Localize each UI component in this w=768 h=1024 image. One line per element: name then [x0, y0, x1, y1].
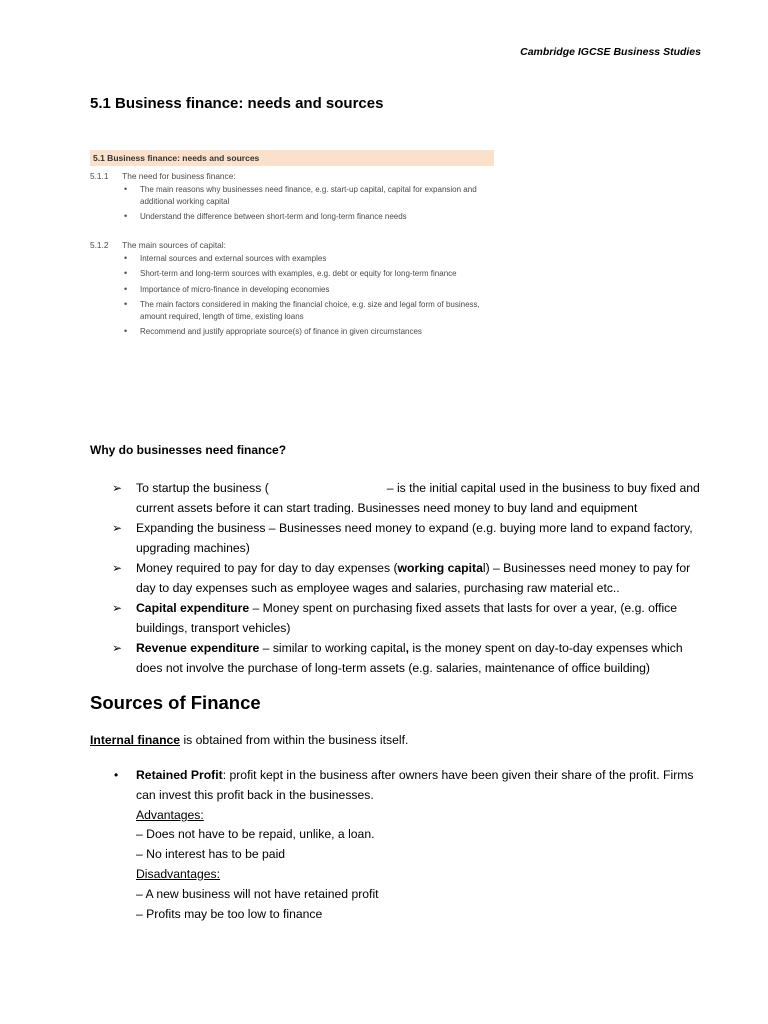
syllabus-item: • Internal sources and external sources with examples [90, 253, 494, 265]
retained-profit-label: Retained Profit [136, 768, 223, 782]
working-bold: working capita [397, 561, 483, 575]
subsection-title: The main sources of capital: [122, 239, 226, 250]
retained-profit-item [114, 766, 714, 924]
reason-capital-expenditure [112, 598, 712, 638]
advantage-item: – Does not have to be repaid, unlike, a loan. [136, 827, 375, 842]
capital-post: – Money spent on purchasing fixed assets that lasts for over a year, (e.g. office buildings, transport vehicles) [136, 601, 678, 635]
reason-startup [112, 478, 712, 518]
syllabus-list-2 [90, 253, 494, 338]
internal-finance-line [90, 733, 408, 747]
reason-working-capital [112, 558, 712, 598]
bullet-icon: • [114, 768, 119, 782]
subsection-number: 5.1.2 [90, 239, 109, 250]
disadvantage-item: – A new business will not have retained profit [136, 886, 379, 901]
section-title: 5.1 Business finance: needs and sources [90, 95, 384, 112]
sources-heading: Sources of Finance [90, 692, 261, 713]
capital-bold: Capital expenditure [136, 601, 250, 615]
revenue-post: is the money spent on day-to-day expenses which does not involve the purchase of long-term assets (e.g. salaries, maintenance of office building) [136, 641, 683, 675]
working-post: l) – Businesses need money to pay for day to day expenses such as employee wages and salaries, purchasing raw material etc.. [136, 561, 691, 595]
syllabus-item: • Recommend and justify appropriate source(s) of finance in given circumstances [90, 326, 494, 338]
advantages-label: Advantages: [136, 807, 204, 822]
internal-finance-label: Internal finance [90, 733, 181, 747]
advantage-item: – No interest has to be paid [136, 847, 286, 862]
syllabus-subsection-1 [90, 171, 494, 181]
syllabus-item: • The main reasons why businesses need finance, e.g. start-up capital, capital for expansion and additional working capital [90, 184, 494, 207]
why-finance-title: Why do businesses need finance? [90, 443, 287, 457]
document-header: Cambridge IGCSE Business Studies [520, 46, 701, 58]
working-pre: Money required to pay for day to day expenses ( [136, 561, 398, 575]
syllabus-item: • Importance of micro-finance in developing economies [90, 284, 494, 296]
syllabus-box [90, 150, 494, 342]
syllabus-item: • Short-term and long-term sources with examples, e.g. debt or equity for long-term finance [90, 268, 494, 280]
revenue-mid: – similar to working capital [259, 641, 406, 655]
retained-profit-desc [136, 766, 714, 806]
reason-expanding: ➢ Expanding the business – Businesses need money to expand (e.g. buying more land to expand factory, upgrading machines) [112, 518, 712, 558]
internal-finance-rest: is obtained from within the business itself. [180, 733, 409, 747]
revenue-bold: Revenue expenditure [136, 641, 260, 655]
startup-post: – is the initial capital used in the business to buy fixed and current assets before it can start trading. Businesses need money to buy land and equipment [136, 481, 700, 515]
reason-revenue-expenditure [112, 638, 712, 678]
syllabus-item: • Understand the difference between short-term and long-term finance needs [90, 211, 494, 223]
startup-pre: To startup the business ( [136, 481, 269, 495]
subsection-number: 5.1.1 [90, 171, 109, 181]
retained-profit-text: : profit kept in the business after owners have been given their share of the profit. Firms can invest this profit back in the businesses. [136, 768, 694, 802]
syllabus-heading: 5.1 Business finance: needs and sources [90, 150, 494, 166]
syllabus-subsection-2 [90, 240, 494, 250]
subsection-title: The need for business finance: [122, 171, 236, 181]
reasons-list [112, 478, 712, 678]
disadvantages-label: Disadvantages: [136, 866, 221, 881]
revenue-comma: , [405, 641, 409, 655]
disadvantage-item: – Profits may be too low to finance [136, 906, 323, 921]
syllabus-list-1 [90, 184, 494, 223]
syllabus-item: • The main factors considered in making the financial choice, e.g. size and legal form of business, amount required, length of time, existing loans [90, 299, 494, 322]
